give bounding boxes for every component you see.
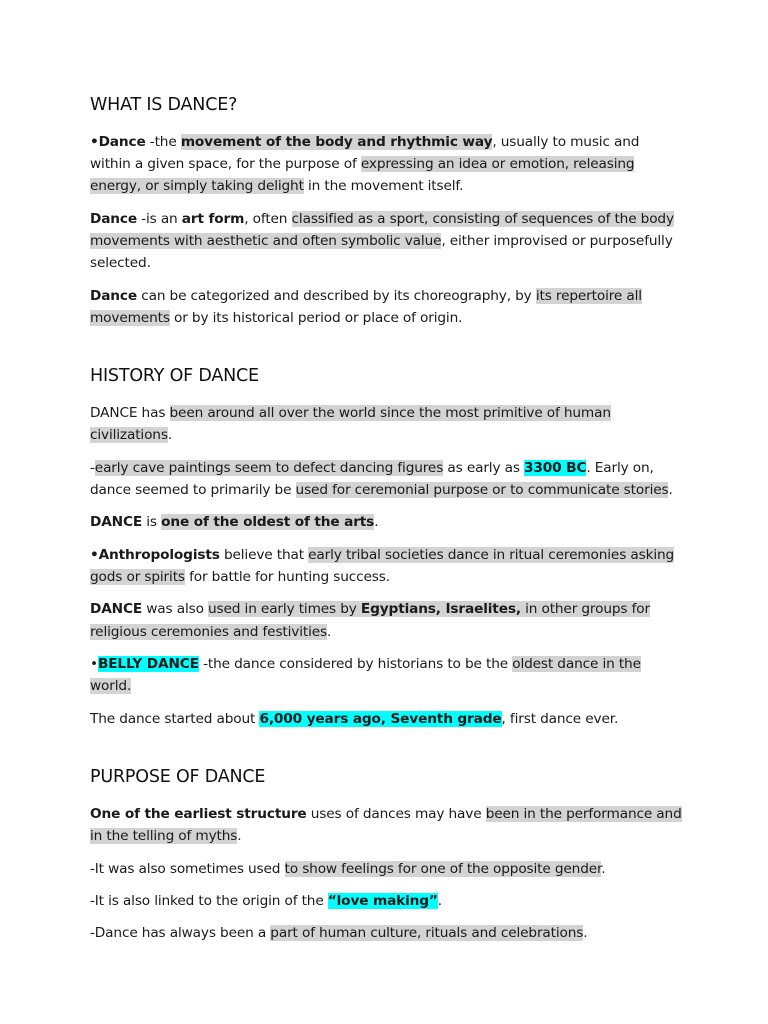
- highlighted-text: early tribal societies dance in ritual ceremonies asking gods or spirits: [90, 546, 675, 585]
- text-run: -the dance considered by historians to be the: [198, 655, 513, 672]
- section: [90, 92, 684, 329]
- paragraph: [90, 402, 684, 446]
- text-run: •: [90, 655, 98, 672]
- text-run: was also: [142, 601, 209, 618]
- text-run: , first dance ever.: [501, 710, 619, 727]
- highlighted-text: been around all over the world since the most primitive of human civilizations: [90, 405, 611, 444]
- paragraph: [90, 285, 684, 329]
- text-run: -It is also linked to the origin of the: [90, 892, 328, 909]
- text-run: -is an: [137, 210, 182, 227]
- section: [90, 363, 684, 730]
- highlighted-text: movement of the body and rhythmic way: [180, 134, 493, 150]
- paragraph: [90, 653, 684, 697]
- highlighted-text: Egyptians, Israelites,: [360, 601, 521, 618]
- text-run: .: [601, 860, 606, 877]
- highlighted-text: used for ceremonial purpose or to communicate stories: [295, 481, 669, 498]
- text-run: -It was also sometimes used: [90, 860, 285, 877]
- paragraph: [90, 457, 684, 501]
- bold-text: DANCE: [90, 601, 143, 618]
- paragraph: [90, 208, 684, 275]
- text-run: . Early on, dance seemed to primarily be: [90, 459, 654, 498]
- text-run: .: [374, 514, 379, 531]
- bold-text: •Anthropologists: [90, 546, 220, 563]
- bold-text: art form: [181, 210, 245, 227]
- text-run: -Dance has always been a: [90, 925, 271, 942]
- paragraph: [90, 922, 684, 944]
- paragraph: [90, 803, 684, 847]
- section-heading: HISTORY OF DANCE: [90, 366, 259, 387]
- text-run: can be categorized and described by its choreography, by: [137, 287, 536, 304]
- bold-text: Dance: [90, 287, 137, 304]
- paragraph: [90, 598, 684, 642]
- text-run: .: [167, 427, 173, 444]
- section-heading: PURPOSE OF DANCE: [90, 766, 266, 787]
- bold-text: •Dance: [90, 134, 146, 150]
- text-run: .: [327, 623, 332, 640]
- highlighted-text: one of the oldest of the arts: [161, 514, 375, 531]
- bold-text: DANCE: [90, 514, 143, 531]
- paragraph: [90, 511, 684, 533]
- text-run: or by its historical period or place of origin.: [169, 309, 463, 326]
- paragraph: [90, 858, 684, 880]
- highlighted-text: BELLY DANCE: [97, 655, 199, 672]
- bold-text: Dance: [90, 210, 137, 227]
- text-run: DANCE has: [90, 405, 170, 422]
- text-run: , often: [244, 210, 292, 227]
- text-run: for battle for hunting success.: [184, 568, 390, 585]
- text-run: .: [583, 925, 588, 942]
- text-run: is: [142, 514, 162, 531]
- highlighted-text: in other groups for religious ceremonies and festivities: [90, 601, 650, 640]
- text-run: The dance started about: [90, 710, 260, 727]
- paragraph: [90, 890, 684, 912]
- highlighted-text: its repertoire all movements: [90, 287, 642, 326]
- highlighted-text: 3300 BC: [524, 459, 587, 476]
- paragraph: [90, 131, 684, 198]
- text-run: believe that: [219, 546, 309, 563]
- highlighted-text: been in the performance and in the telling of myths: [90, 805, 682, 845]
- highlighted-text: to show feelings for one of the opposite gender: [284, 860, 602, 877]
- highlighted-text: 6,000 years ago, Seventh grade: [259, 710, 502, 727]
- section: [90, 764, 684, 945]
- text-run: in the movement itself.: [303, 178, 464, 195]
- paragraph: [90, 708, 684, 730]
- paragraph: [90, 544, 684, 588]
- highlighted-text: part of human culture, rituals and celebrations: [270, 925, 584, 942]
- text-run: uses of dances may have: [306, 805, 486, 822]
- highlighted-text: “love making”: [327, 892, 438, 909]
- text-run: -the: [145, 134, 181, 150]
- highlighted-text: oldest dance in the world.: [90, 655, 641, 695]
- section-spacer: [90, 740, 684, 764]
- section-heading: WHAT IS DANCE?: [90, 95, 238, 115]
- text-run: , either improvised or purposefully selected.: [90, 233, 673, 272]
- text-run: -: [90, 459, 95, 476]
- section-spacer: [90, 339, 684, 363]
- bold-text: One of the earliest structure: [90, 805, 307, 822]
- text-run: , usually to music and within a given space, for the purpose of: [90, 134, 640, 173]
- text-run: .: [437, 892, 442, 909]
- highlighted-text: expressing an idea or emotion, releasing energy, or simply taking delight: [90, 156, 635, 195]
- text-run: .: [668, 481, 673, 498]
- highlighted-text: early cave paintings seem to defect dancing figures: [94, 459, 444, 476]
- text-run: .: [237, 828, 242, 845]
- highlighted-text: classified as a sport, consisting of sequences of the body movements with aesthetic and often symbolic value: [90, 210, 674, 249]
- highlighted-text: used in early times by: [208, 601, 361, 618]
- text-run: as early as: [443, 459, 525, 476]
